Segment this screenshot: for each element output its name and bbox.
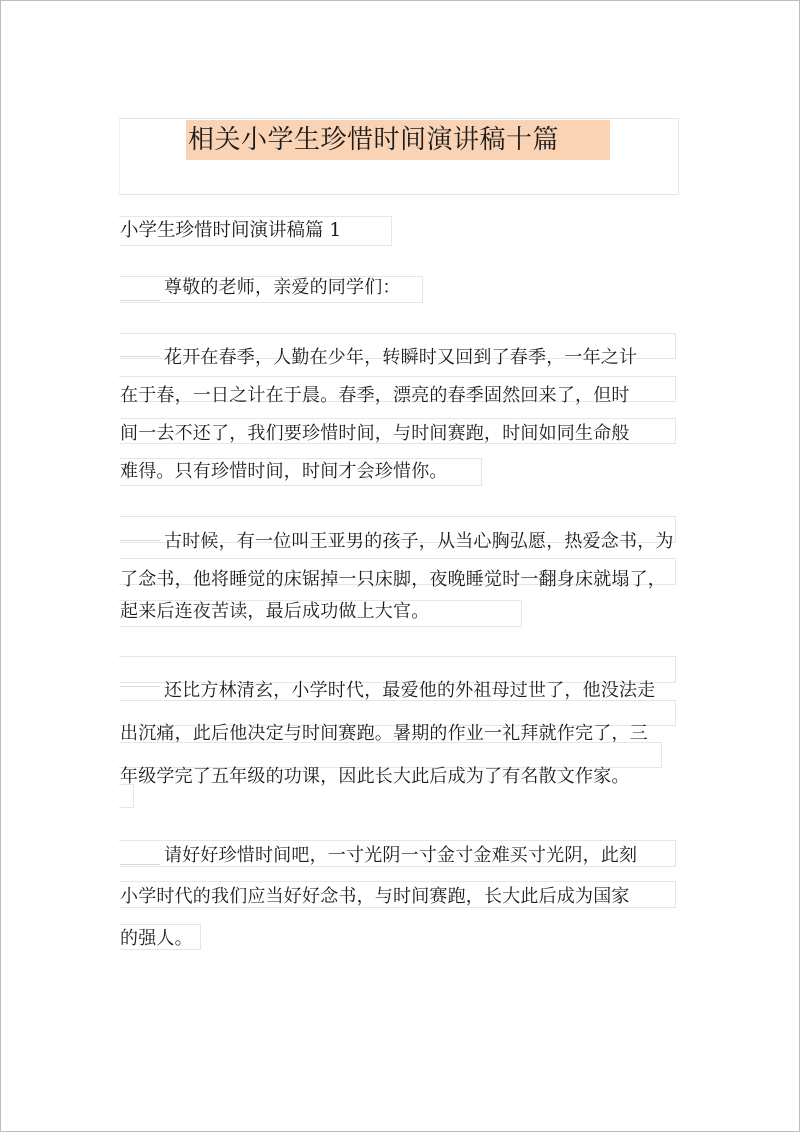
paragraph-line: 还比方林清玄，小学时代，最爱他的外祖母过世了，他没法走 (164, 680, 656, 701)
greeting-text: 尊敬的老师，亲爱的同学们： (164, 277, 401, 298)
section-heading: 小学生珍惜时间演讲稿篇 1 (120, 220, 342, 241)
paragraph-line: 间一去不还了，我们要珍惜时间，与时间赛跑，时间如同生命般 (120, 423, 630, 444)
paragraph-line: 起来后连夜苦读，最后成功做上大官。 (120, 601, 430, 622)
indent-rule (120, 686, 160, 687)
indent-rule (120, 300, 160, 301)
paragraph-line: 难得。只有珍惜时间，时间才会珍惜你。 (120, 461, 448, 482)
indent-rule (120, 356, 160, 357)
paragraph-line: 小学时代的我们应当好好念书，与时间赛跑，长大此后成为国家 (120, 886, 630, 907)
document-title: 相关小学生珍惜时间演讲稿十篇 (188, 125, 560, 155)
paragraph-line: 古时候，有一位叫王亚男的孩子，从当心胸弘愿，热爱念书，为 (164, 531, 674, 552)
paragraph-line: 年级学完了五年级的功课，因此长大此后成为了有名散文作家。 (120, 766, 630, 787)
paragraph-line: 的强人。 (120, 928, 193, 949)
paragraph-line: 请好好珍惜时间吧，一寸光阴一寸金寸金难买寸光阴，此刻 (164, 845, 638, 866)
paragraph-line: 花开在春季，人勤在少年，转瞬时又回到了春季，一年之计 (164, 347, 638, 368)
indent-rule (120, 864, 160, 865)
paragraph-line: 了念书，他将睡觉的床锯掉一只床脚，夜晚睡觉时一翻身床就塌了， (120, 569, 666, 590)
line-frame (119, 784, 134, 808)
paragraph-line: 出沉痛，此后他决定与时间赛跑。暑期的作业一礼拜就作完了，三 (120, 723, 648, 744)
indent-rule (120, 540, 160, 541)
paragraph-line: 在于春，一日之计在于晨。春季，漂亮的春季固然回来了，但时 (120, 385, 630, 406)
